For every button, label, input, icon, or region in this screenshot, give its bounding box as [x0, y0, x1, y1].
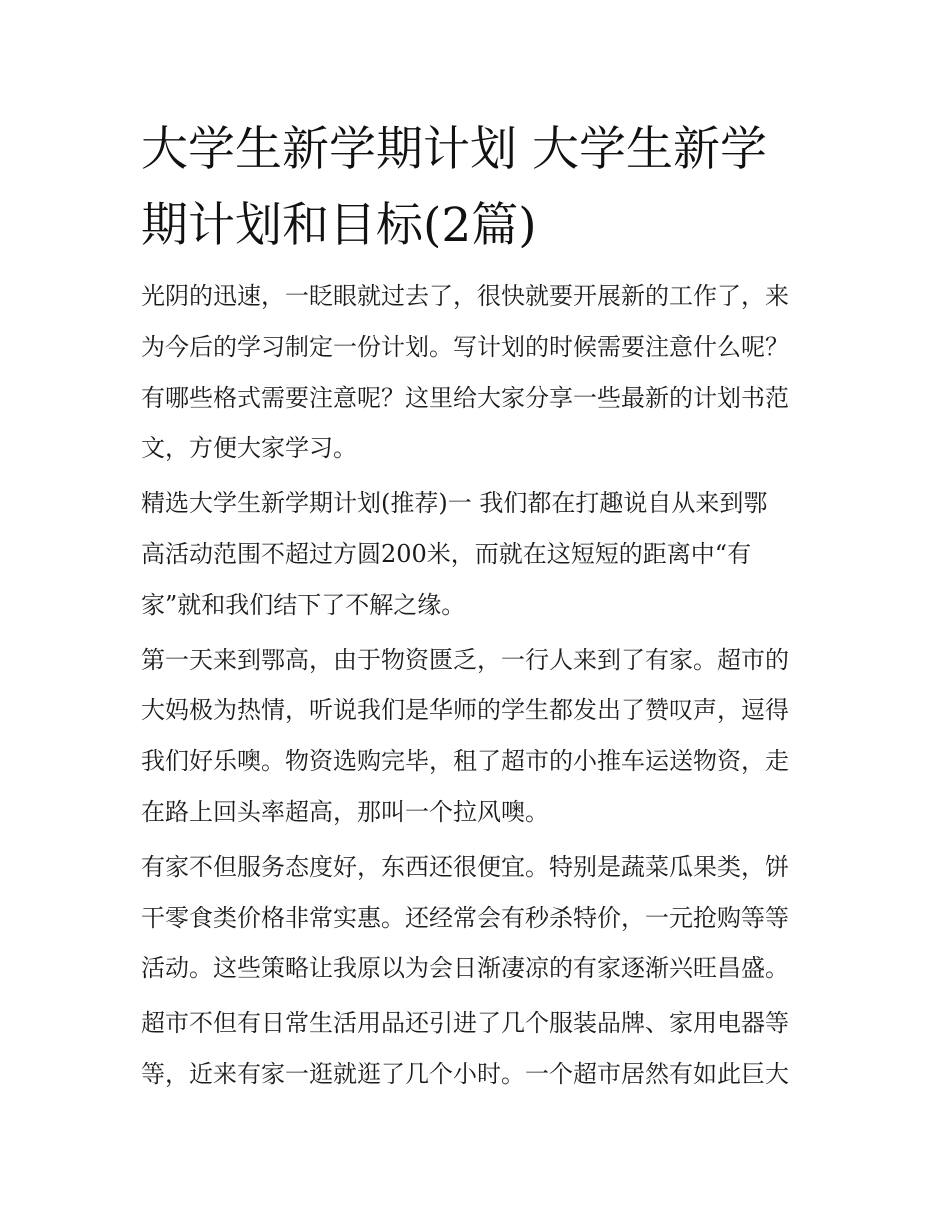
text-line: 大妈极为热情，听说我们是华师的学生都发出了赞叹声，逗得 [141, 696, 789, 725]
text-line: 精选大学生新学期计划(推荐)一 我们都在打趣说自从来到鄂 [141, 489, 768, 518]
text-line: 等，近来有家一逛就逛了几个小时。一个超市居然有如此巨大 [141, 1059, 789, 1088]
text-line: 文，方便大家学习。 [141, 434, 357, 463]
document-body [141, 112, 813, 1100]
text-line: 超市不但有日常生活用品还引进了几个服装品牌、家用电器等 [141, 1009, 789, 1038]
text-line: 第一天来到鄂高，由于物资匮乏，一行人来到了有家。超市的 [141, 645, 789, 674]
text-line: 高活动范围不超过方圆200米，而就在这短短的距离中“有 [141, 539, 752, 568]
text-line: 光阴的迅速，一眨眼就过去了，很快就要开展新的工作了，来 [141, 282, 789, 310]
document-title [141, 112, 813, 264]
text-line: 活动。这些策略让我原以为会日渐凄凉的有家逐渐兴旺昌盛。 [141, 954, 789, 983]
text-line: 为今后的学习制定一份计划。写计划的时候需要注意什么呢？ [141, 332, 789, 361]
paragraph-section-one [141, 474, 813, 630]
text-line: 在路上回头率超高，那叫一个拉风噢。 [141, 797, 549, 826]
title-line: 期计划和目标(2篇) [141, 198, 537, 253]
paragraph-products [141, 994, 813, 1100]
text-line: 有哪些格式需要注意呢？这里给大家分享一些最新的计划书范 [141, 383, 789, 412]
text-line: 我们好乐噢。物资选购完毕，租了超市的小推车运送物资，走 [141, 747, 789, 776]
text-line: 干零食类价格非常实惠。还经常会有秒杀特价，一元抢购等等 [141, 903, 789, 932]
text-line: 有家不但服务态度好，东西还很便宜。特别是蔬菜瓜果类，饼 [141, 852, 789, 881]
paragraph-service [141, 838, 813, 994]
paragraph-intro [141, 267, 813, 474]
paragraph-first-day [141, 631, 813, 838]
text-line: 家”就和我们结下了不解之缘。 [141, 590, 466, 619]
title-line: 大学生新学期计划 大学生新学 [141, 122, 767, 177]
